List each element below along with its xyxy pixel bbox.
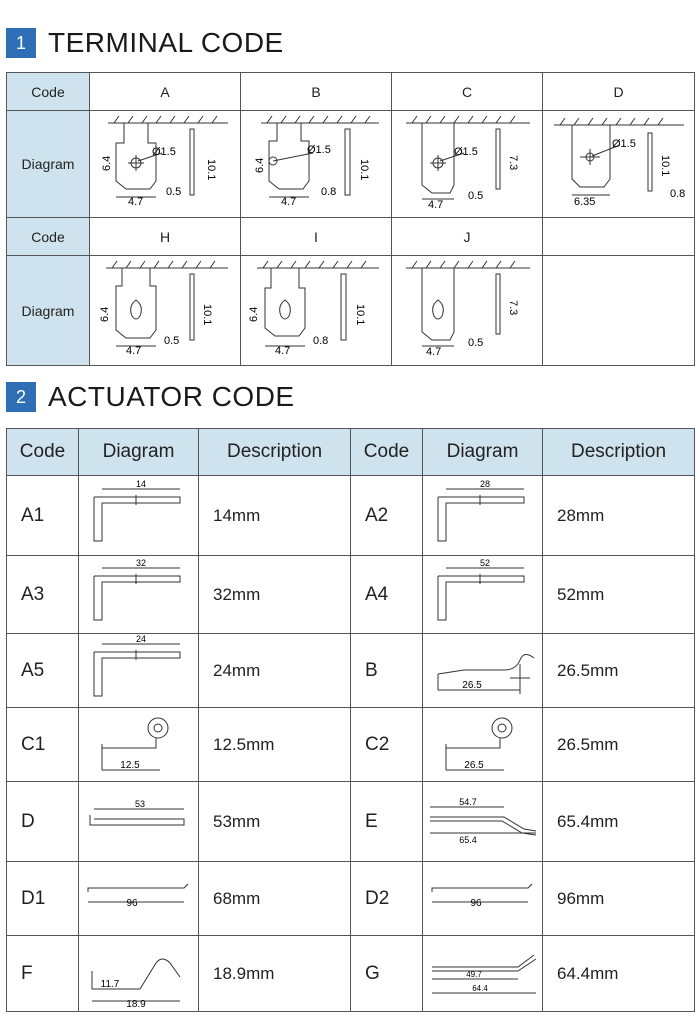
terminal-code: H [90, 218, 241, 256]
diagram-label: Diagram [7, 111, 90, 218]
actuator-diagram [79, 556, 199, 634]
terminal-diagram [90, 111, 241, 218]
actuator-description: 32mm [199, 556, 351, 634]
actuator-drawing [80, 862, 198, 932]
dim-label: Ø1.5 [307, 144, 331, 156]
section-number: 1 [6, 28, 36, 58]
dim-label: 0.5 [468, 190, 484, 202]
actuator-description: 14mm [199, 476, 351, 556]
dim-label: 4.7 [126, 345, 142, 357]
actuator-drawing [80, 708, 198, 778]
actuator-drawing [424, 936, 542, 1008]
actuator-code: A5 [7, 634, 79, 708]
terminal-diagram [90, 256, 241, 366]
actuator-diagram [79, 782, 199, 862]
actuator-code: D2 [351, 862, 423, 936]
dim-label: 10.1 [358, 159, 370, 181]
dim-label: 4.7 [128, 196, 144, 208]
dim-label: 6.4 [101, 155, 113, 171]
dim-label: Ø1.5 [454, 146, 478, 158]
actuator-drawing [80, 556, 198, 630]
dim-label: 11.7 [100, 979, 119, 990]
dim-label: 4.7 [275, 345, 291, 357]
section-actuator-header [6, 381, 295, 413]
dim-label: 6.4 [99, 306, 111, 322]
actuator-code: C1 [7, 708, 79, 782]
actuator-diagram [423, 476, 543, 556]
header-description: Description [199, 429, 351, 476]
dim-label: 10.1 [201, 304, 213, 326]
actuator-description: 96mm [543, 862, 695, 936]
actuator-code: D [7, 782, 79, 862]
actuator-code: G [351, 936, 423, 1012]
actuator-description: 64.4mm [543, 936, 695, 1012]
dim-label: 0.5 [164, 335, 180, 347]
actuator-drawing [424, 556, 542, 630]
diagram-label: Diagram [7, 256, 90, 366]
dim-label: 12.5 [119, 760, 140, 771]
terminal-code: I [241, 218, 392, 256]
dim-label: 4.7 [426, 346, 442, 358]
actuator-description: 24mm [199, 634, 351, 708]
actuator-description: 52mm [543, 556, 695, 634]
actuator-diagram [79, 936, 199, 1012]
dim-label: 6.4 [248, 306, 260, 322]
dim-label: 52 [479, 558, 490, 568]
dim-label: 10.1 [658, 155, 671, 177]
dim-label: 10.1 [354, 304, 366, 326]
dim-label: 96 [125, 898, 138, 909]
dim-label: Ø1.5 [611, 138, 636, 150]
dim-label: 24 [135, 634, 146, 644]
dim-label: 18.9 [125, 999, 146, 1008]
empty-cell [543, 218, 695, 256]
actuator-code: D1 [7, 862, 79, 936]
header-diagram: Diagram [79, 429, 199, 476]
actuator-diagram [79, 476, 199, 556]
terminal-a-drawing [90, 111, 240, 214]
actuator-description: 28mm [543, 476, 695, 556]
terminal-code: A [90, 73, 241, 111]
dim-label: 96 [469, 898, 482, 909]
terminal-table [6, 72, 695, 366]
terminal-diagram [241, 256, 392, 366]
actuator-drawing [424, 476, 542, 552]
dim-label: 0.8 [313, 335, 329, 347]
dim-label: 7.3 [507, 155, 519, 171]
actuator-drawing [424, 862, 542, 932]
dim-label: 28 [479, 479, 490, 489]
terminal-diagram [392, 111, 543, 218]
actuator-description: 68mm [199, 862, 351, 936]
header-code: Code [7, 429, 79, 476]
actuator-diagram [423, 936, 543, 1012]
actuator-diagram [79, 708, 199, 782]
empty-cell [543, 256, 695, 366]
actuator-drawing [424, 782, 542, 858]
actuator-drawing [80, 476, 198, 552]
dim-label: 65.4 [458, 835, 477, 845]
terminal-code: B [241, 73, 392, 111]
actuator-drawing [80, 936, 198, 1008]
actuator-code: E [351, 782, 423, 862]
actuator-description: 53mm [199, 782, 351, 862]
actuator-code: C2 [351, 708, 423, 782]
dim-label: 0.5 [468, 337, 484, 349]
terminal-diagram [543, 111, 695, 218]
header-diagram: Diagram [423, 429, 543, 476]
section-number: 2 [6, 382, 36, 412]
dim-label: 7.3 [507, 300, 519, 316]
actuator-description: 26.5mm [543, 708, 695, 782]
header-description: Description [543, 429, 695, 476]
terminal-i-drawing [241, 256, 391, 362]
terminal-diagram [241, 111, 392, 218]
dim-label: 53 [134, 799, 145, 809]
actuator-description: 65.4mm [543, 782, 695, 862]
actuator-drawing [80, 634, 198, 704]
actuator-code: B [351, 634, 423, 708]
actuator-drawing [424, 634, 542, 704]
code-label: Code [7, 73, 90, 111]
dim-label: 26.5 [461, 680, 482, 691]
actuator-description: 12.5mm [199, 708, 351, 782]
actuator-table [6, 428, 695, 1012]
actuator-diagram [423, 862, 543, 936]
actuator-description: 26.5mm [543, 634, 695, 708]
terminal-d-drawing [544, 111, 694, 214]
terminal-diagram [392, 256, 543, 366]
terminal-code: C [392, 73, 543, 111]
terminal-j-drawing [392, 256, 542, 362]
section-title: TERMINAL CODE [48, 27, 284, 58]
actuator-description: 18.9mm [199, 936, 351, 1012]
actuator-diagram [79, 862, 199, 936]
dim-label: 64.4 [471, 984, 488, 993]
dim-label: 32 [135, 558, 146, 568]
code-label: Code [7, 218, 90, 256]
section-title: ACTUATOR CODE [48, 381, 295, 412]
actuator-code: A4 [351, 556, 423, 634]
terminal-h-drawing [90, 256, 240, 362]
dim-label: 4.7 [428, 199, 444, 211]
dim-label: 0.8 [321, 186, 337, 198]
dim-label: Ø1.5 [152, 146, 176, 158]
actuator-code: F [7, 936, 79, 1012]
dim-label: 4.7 [281, 196, 297, 208]
dim-label: 54.7 [458, 797, 477, 807]
actuator-code: A1 [7, 476, 79, 556]
header-code: Code [351, 429, 423, 476]
terminal-code: D [543, 73, 695, 111]
actuator-code: A2 [351, 476, 423, 556]
actuator-diagram [423, 634, 543, 708]
dim-label: 26.5 [463, 760, 484, 771]
terminal-code: J [392, 218, 543, 256]
dim-label: 49.7 [465, 970, 482, 979]
section-terminal-header [6, 27, 284, 59]
dim-label: 0.5 [166, 186, 182, 198]
dim-label: 14 [135, 479, 146, 489]
actuator-code: A3 [7, 556, 79, 634]
dim-label: 0.8 [669, 188, 685, 200]
actuator-diagram [423, 556, 543, 634]
actuator-diagram [423, 782, 543, 862]
terminal-b-drawing [241, 111, 391, 214]
actuator-diagram [423, 708, 543, 782]
actuator-drawing [80, 782, 198, 858]
dim-label: 6.35 [573, 196, 595, 208]
terminal-c-drawing [392, 111, 542, 214]
dim-label: 6.4 [254, 157, 266, 173]
actuator-diagram [79, 634, 199, 708]
dim-label: 10.1 [205, 159, 217, 181]
actuator-drawing [424, 708, 542, 778]
